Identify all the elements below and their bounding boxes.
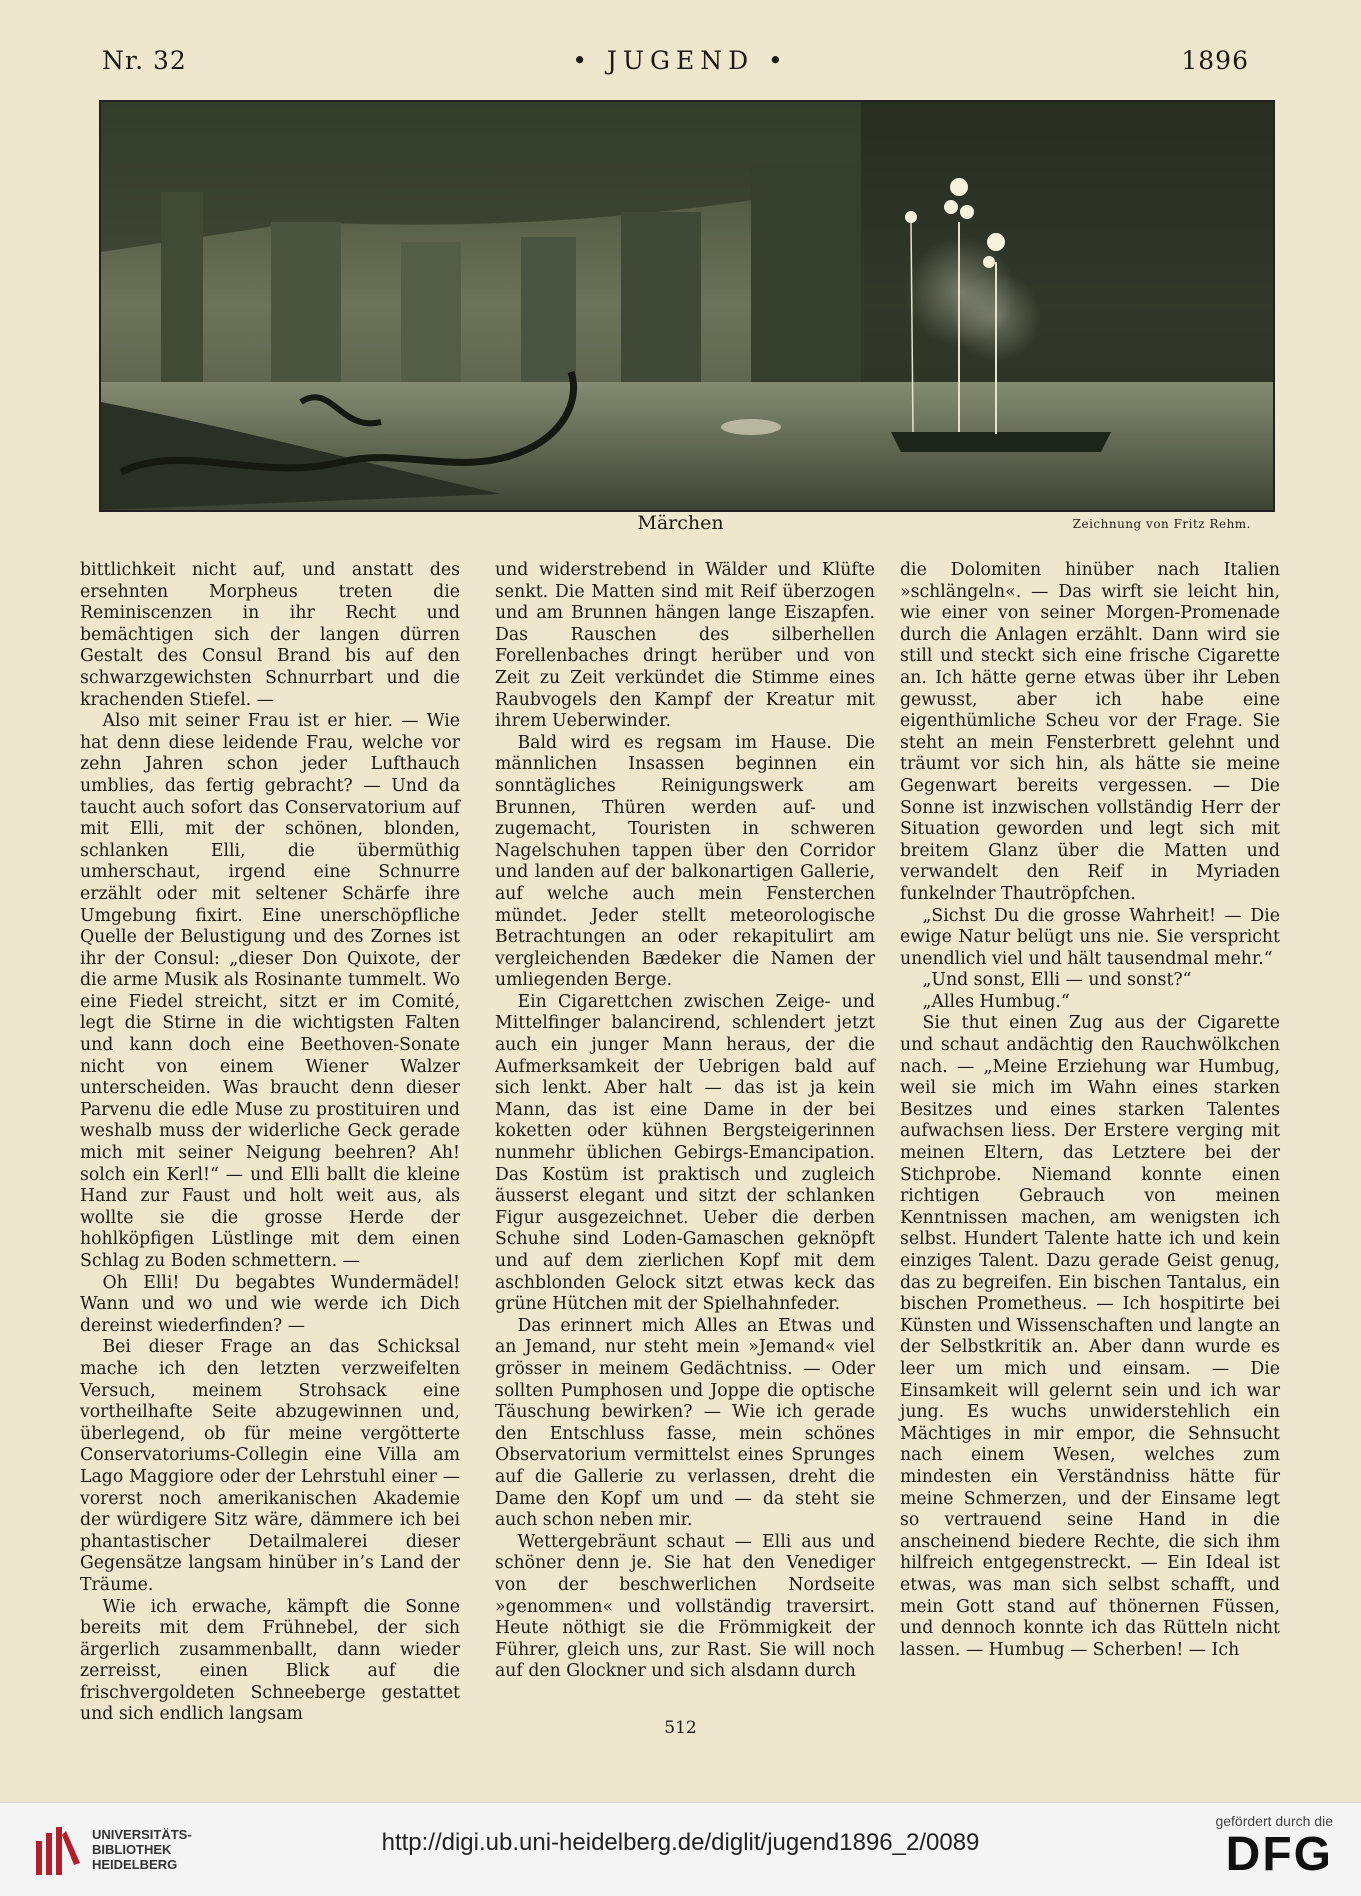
column-2: [495, 560, 875, 1683]
paragraph: und widerstrebend in Wälder und Klüfte senkt. Die Matten sind mit Reif überzogen und am Brunnen hängen lange Eiszapfen. Das Rauschen des silberhellen Forellenbaches dringt herüber und von Zeit zu Zeit verkündet die Stimme eines Raubvogels den Kampf der Kreatur mit ihrem Ueberwinder.: [495, 560, 875, 732]
article-body: [80, 560, 1280, 1725]
paragraph: Also mit seiner Frau ist er hier. — Wie hat denn diese leidende Frau, welche vor zehn Jahren schon jeder Lufthauch umblies, das fertig gebracht? — Und da taucht auch sofort das Conservatorium auf mit Elli, mit der schönen, blonden, schlanken Elli, die übermüthig umherschaut, irgend eine Schnurre erzählt oder mit seltener Schärfe ihre Umgebung fixirt. Eine unerschöpfliche Quelle der Belustigung und des Zornes ist ihr der Consul: „dieser Don Quixote, der die arme Musik als Rosinante tummelt. Wo eine Fiedel streicht, sitzt er im Comité, legt die Stirne in die wichtigsten Falten und kann doch eine Beethoven-Sonate nicht von einem Wiener Walzer unterscheiden. Was braucht denn dieser Parvenu die edle Muse zu prostituiren und weshalb muss der widerliche Geck gerade mich mit seiner Neigung beehren? Ah! solch ein Kerl!“ — und Elli ballt die kleine Hand zur Faust und holt weit aus, als wollte sie die grosse Herde der hohlköpfigen Lüstlinge mit dem einen Schlag zu Boden schmettern. —: [80, 711, 460, 1271]
running-header: [0, 46, 1361, 80]
year: 1896: [1181, 46, 1249, 75]
paragraph: Sie thut einen Zug aus der Cigarette und schaut andächtig den Rauchwölkchen nach. — „Meine Erziehung war Humbug, weil sie mich im Wahn eines starken Besitzes und eines starken Talentes aufwachsen liess. Der Erstere verging mit meinen Eltern, das Letztere bei der Stichprobe. Niemand konnte einen richtigen Gebrauch von meinen Kenntnissen machen, am wenigsten ich selbst. Hundert Talente hatte ich und kein einziges Talent. Dazu gerade Geist genug, das zu begreifen. Ein bischen Tantalus, ein bischen Prometheus. — Ich hospitirte bei Künsten und Wissenschaften und langte an der Selbstkritik an. Aber dann wurde es leer um mich und einsam. — Die Einsamkeit will gelernt sein und ich war jung. Es wuchs unwiderstehlich ein Mächtiges in mir empor, die Sehnsucht nach einem Wesen, welches zum mindesten ein Verständniss hätte für meine Schmerzen, und der Einsame legt so vertrauend seine Hand in die anscheinend biedere Rechte, die sich ihm hilfreich entgegenstreckt. — Ein Ideal ist etwas, was man sich selbst schafft, und mein Gott stand auf thönernen Füssen, und dennoch konnte ich das Rütteln nicht lassen. — Humbug — Scherben! — Ich: [900, 1013, 1280, 1660]
funded-by-text: gefördert durch die: [1215, 1813, 1333, 1829]
paragraph: Bei dieser Frage an das Schicksal mache ich den letzten verzweifelten Versuch, meinem Strohsack eine vortheilhafte Seite abzugewinnen und, überlegend, ob für meine vergötterte Conservatoriums-Collegin eine Villa am Lago Maggiore oder der Lehrstuhl einer — vorerst noch amerikanischen Akademie der würdigere Sitz wäre, dämmere ich bei phantastischer Detailmalerei dieser Gegensätze langsam hinüber in’s Land der Träume.: [80, 1337, 460, 1595]
paragraph: „Sichst Du die grosse Wahrheit! — Die ewige Natur belügt uns nie. Sie verspricht unendlich viel und hält tausendmal mehr.“: [900, 905, 1280, 969]
column-3: [900, 560, 1280, 1661]
illustration: [99, 100, 1275, 512]
paragraph: „Alles Humbug.“: [922, 991, 1070, 1012]
paragraph: Ein Cigarettchen zwischen Zeige- und Mittelfinger balancirend, schlendert jetzt auch ein junger Mann heraus, der die Aufmerksamkeit der Uebrigen bald auf sich lenkt. Aber halt — das ist ja kein Mann, das ist eine Dame in der bei koketten oder kühnen Bergsteigerinnen nunmehr üblichen Gebirgs-Emancipation. Das Kostüm ist praktisch und zugleich äusserst elegant und sitzt der schlanken Figur ausgezeichnet. Ueber die derben Schuhe sind Loden-Gamaschen geknöpft und auf dem zierlichen Kopf mit dem aschblonden Gelock sitzt etwas keck das grüne Hütchen mit der Spielhahnfeder.: [495, 991, 875, 1315]
paragraph: Wie ich erwache, kämpft die Sonne bereits mit dem Frühnebel, der sich ärgerlich zusammenballt, dann wieder zerreisst, einen Blick auf die frischvergoldeten Schneeberge gestattet und sich endlich langsam: [80, 1596, 460, 1725]
journal-title: • JUGEND •: [572, 46, 789, 75]
paragraph: Bald wird es regsam im Hause. Die männlichen Insassen beginnen ein sonntägliches Reinigungswerk am Brunnen, Thüren werden auf- und zugemacht, Touristen in schweren Nagelschuhen tappen über den Corridor und landen auf der balkonartigen Gallerie, auf welche auch mein Fensterchen mündet. Jeder stellt meteorologische Betrachtungen an oder rekapitulirt am vergleichenden Bædeker die Namen der umliegenden Berge.: [495, 732, 875, 991]
viewer-footer: [0, 1802, 1361, 1896]
permalink[interactable]: http://digi.ub.uni-heidelberg.de/diglit/jugend1896_2/0089: [381, 1829, 980, 1856]
paragraph: die Dolomiten hinüber nach Italien »schlängeln«. — Das wirft sie leicht hin, wie einer von seiner Morgen-Promenade durch die Anlagen erzählt. Dann wird sie still und steckt sich eine frische Cigarette an. Ich hätte gerne etwas über ihr Leben gewusst, aber ich habe eine eigenthümliche Scheu vor der Frage. Sie steht an mein Fensterbrett gelehnt und träumt vor sich hin, als hätte sie meine Gegenwart bereits vergessen. — Die Sonne ist inzwischen vollständig Herr der Situation geworden und legt sich mit breitem Glanz über die Matten und verwandelt den Reif in Myriaden funkelnder Thautröpfchen.: [900, 560, 1280, 904]
illustration-caption: Märchen: [637, 512, 724, 534]
page-number: 512: [664, 1718, 697, 1738]
column-1: [80, 560, 460, 1726]
paragraph: bittlichkeit nicht auf, und anstatt des ersehnten Morpheus treten die Reminiscenzen in ihr Recht und bemächtigen sich der langen dürren Gestalt des Consul Brand bis auf den schwarzgewichsten Schnurrbart und die krachenden Stiefel. —: [80, 560, 460, 710]
paragraph: Oh Elli! Du begabtes Wundermädel! Wann und wo und wie werde ich Dich dereinst wiederfinden? —: [80, 1272, 460, 1336]
forest-pond-drawing: [101, 102, 1273, 510]
illustration-credit: Zeichnung von Fritz Rehm.: [1072, 517, 1251, 531]
paragraph: Wettergebräunt schaut — Elli aus und schöner denn je. Sie hat den Venediger von der beschwerlichen Nordseite »genommen« und vollständig traversirt. Heute nöthigt sie die Frömmigkeit der Führer, gleich uns, zur Rast. Sie will noch auf den Glockner und sich alsdann durch: [495, 1531, 875, 1682]
library-name: UNIVERSITÄTS- BIBLIOTHEK HEIDELBERG: [92, 1827, 192, 1872]
paragraph: „Und sonst, Elli — und sonst?“: [922, 970, 1192, 991]
dfg-logo: DFG: [1225, 1828, 1333, 1881]
funding-note: [1215, 1813, 1333, 1881]
paragraph: Das erinnert mich Alles an Etwas und an Jemand, nur steht mein »Jemand« viel grösser in meinem Gedächtniss. — Oder sollten Pumphosen und Joppe die optische Täuschung bewirken? — Wie ich gerade den Entschluss fasse, mein schönes Observatorium vermittelst eines Sprunges auf die Gallerie zu verlassen, dreht die Dame den Kopf um und — da steht sie auch schon neben mir.: [495, 1315, 875, 1531]
issue-number: Nr. 32: [102, 46, 187, 75]
